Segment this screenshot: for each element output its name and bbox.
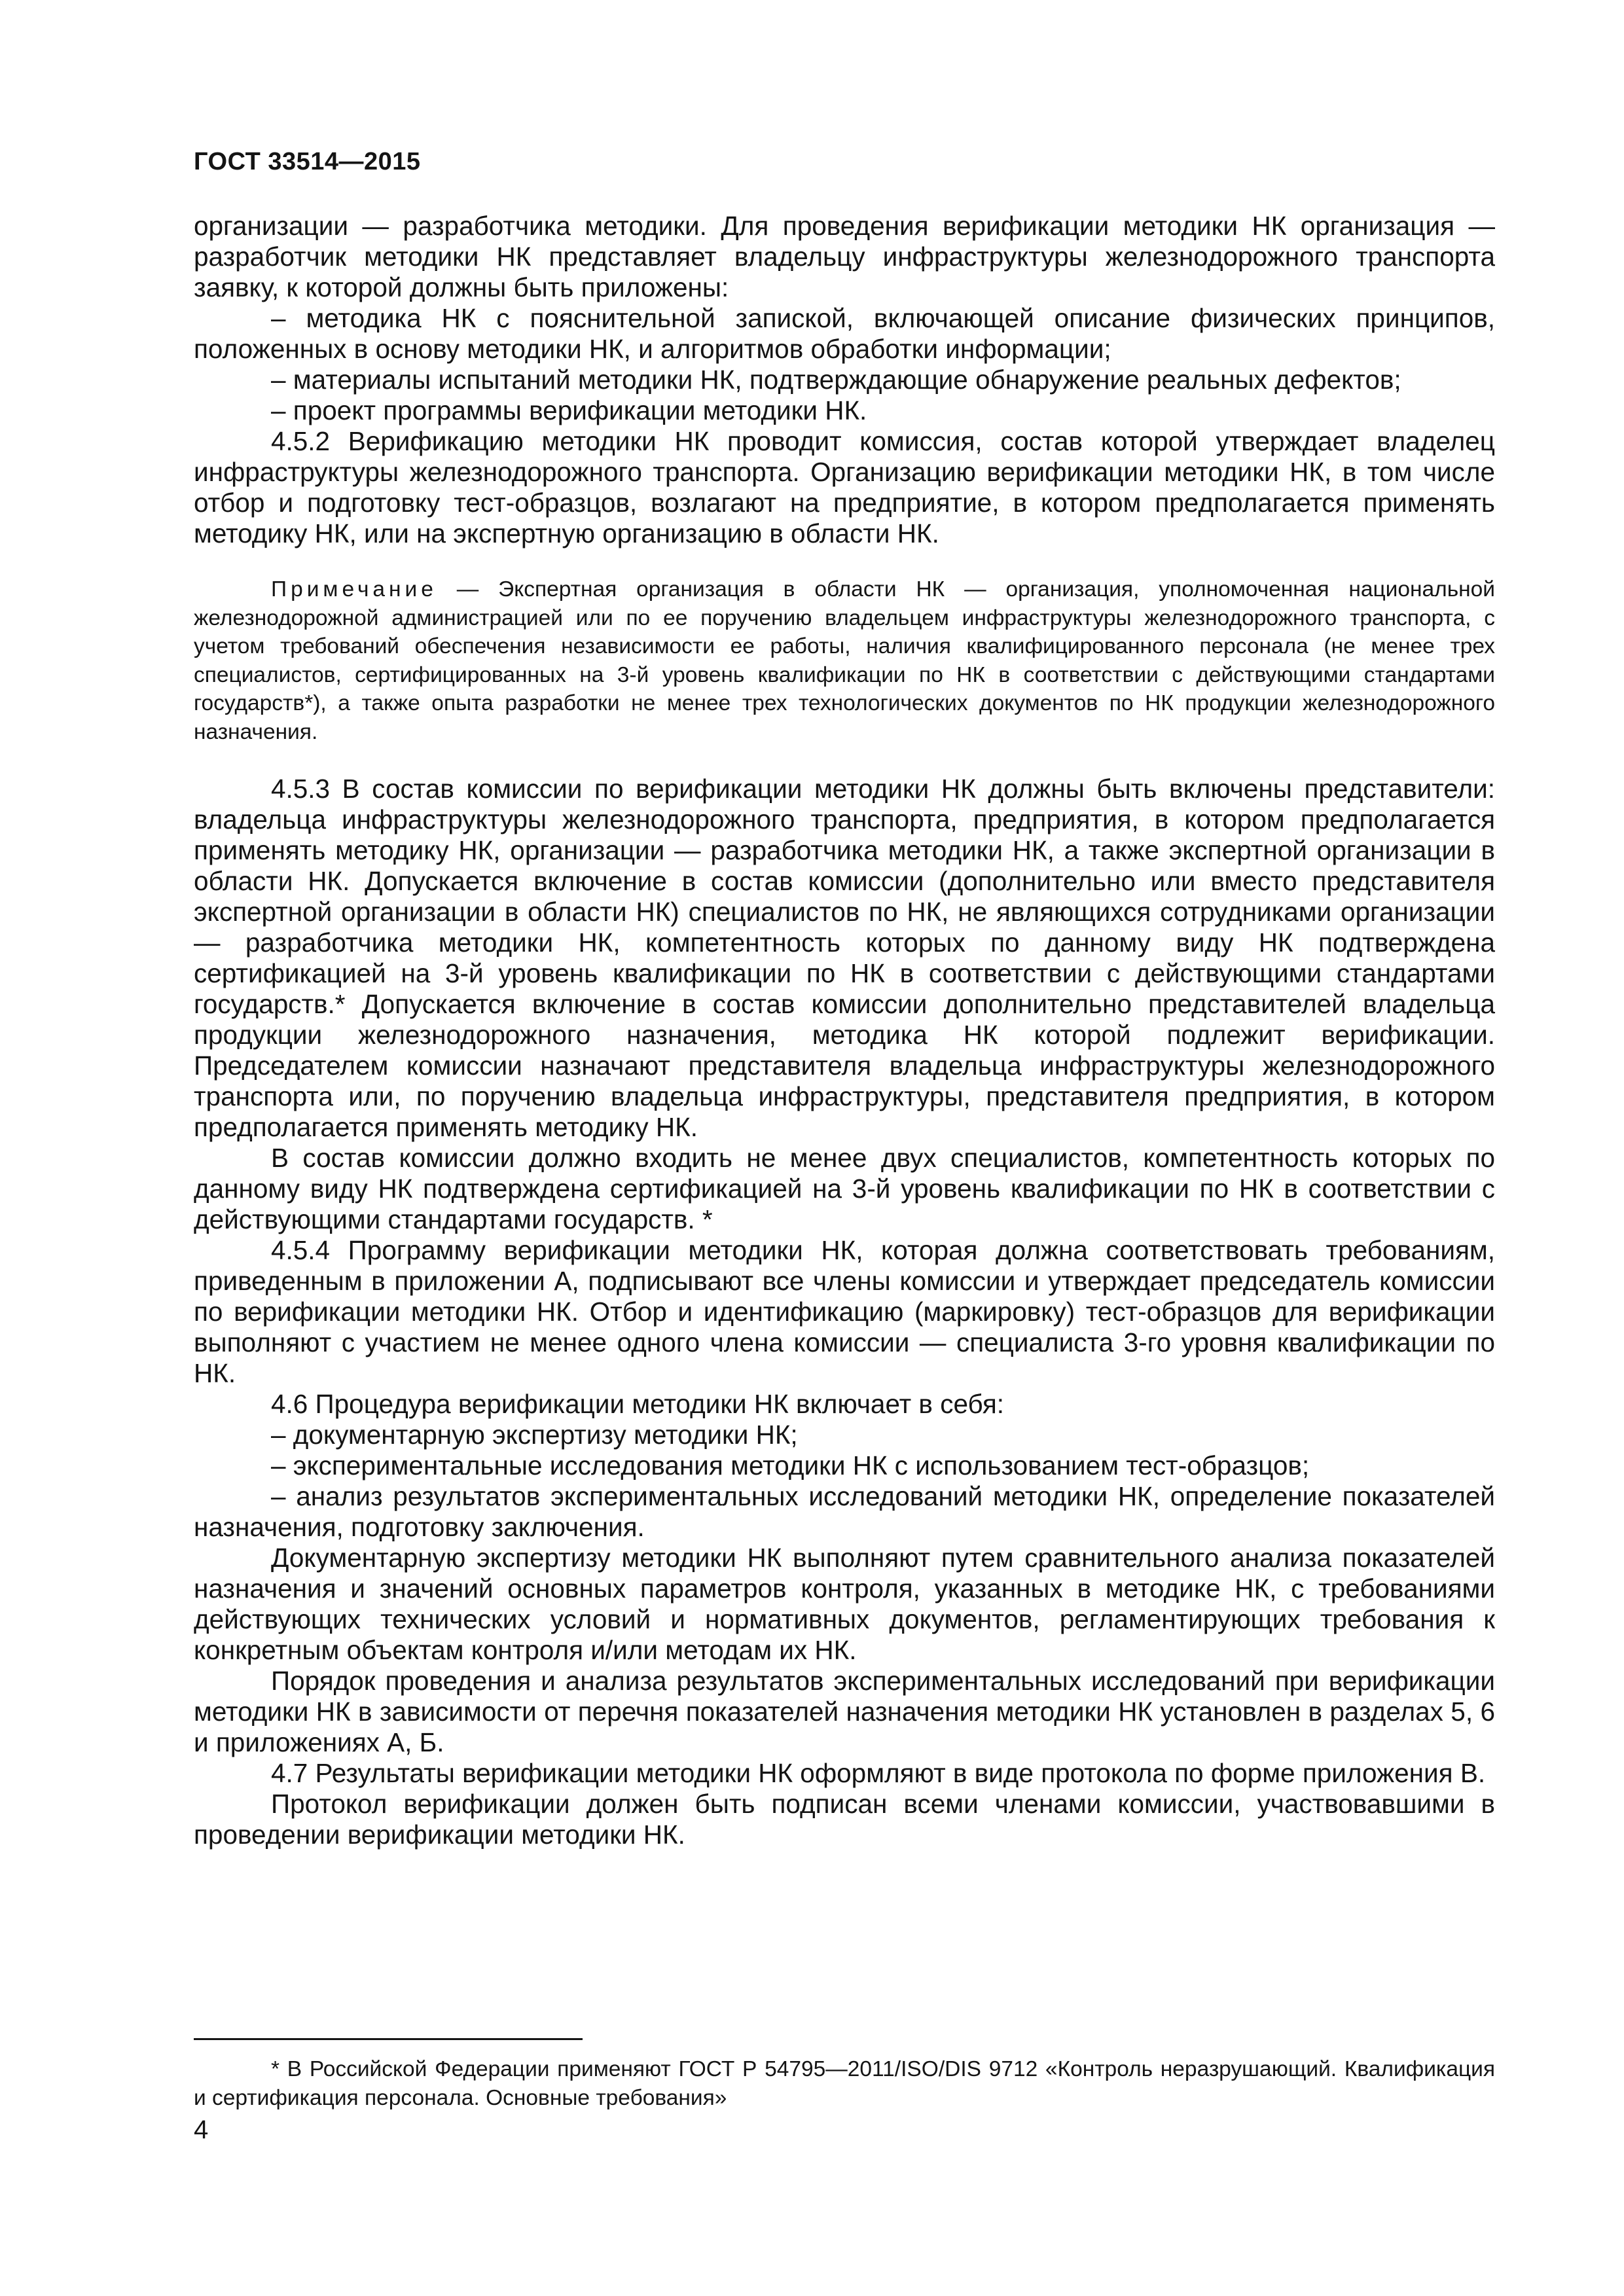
footnote-text: * В Российской Федерации применяют ГОСТ Р 54795—2011/ISO/DIS 9712 «Контроль неразрушающий. Квалификация и сертификация персонала. Основные требования» xyxy=(194,2057,1495,2110)
note-label: Примечание xyxy=(271,577,437,601)
clause-4-6: 4.6 Процедура верификации методики НК включает в себя: xyxy=(271,1389,1004,1419)
clause-4-5-2: 4.5.2 Верификацию методики НК проводит комиссия, состав которой утверждает владелец инфраструктуры железнодорожного транспорта. Организацию верификации методики НК, в том числе отбор и подготовку тест-образцов, возлагают на предприятие, в котором предполагается применять методику НК, или на экспертную организацию в области НК. xyxy=(194,426,1495,548)
note-text: — Экспертная организация в области НК — организация, уполномоченная национальной железнодорожной администрацией или по ее поручению владельцем инфраструктуры железнодорожного транспорта, с учетом требований обеспечения независимости ее работы, наличия квалифицированного персонала (не менее трех специалистов, сертифицированных на 3-й уровень квалификации по НК в соответствии с действующими стандартами государств*), а также опыта разработки не менее трех технологических документов по НК продукции железнодорожного назначения. xyxy=(194,577,1495,744)
list-item-documentary-expertise: – документарную экспертизу методики НК; xyxy=(271,1420,798,1450)
list-item-program-draft: – проект программы верификации методики НК. xyxy=(271,395,867,425)
paragraph-documentary-expertise: Документарную экспертизу методики НК выполняют путем сравнительного анализа показателей назначения и значений основных параметров контроля, указанных в методике НК, с требованиями действующих технических условий и нормативных документов, регламентирующих требования к конкретным объектам контроля и/или методам их НК. xyxy=(194,1543,1495,1665)
footnote-separator xyxy=(194,2038,583,2040)
page-header-standard-number: ГОСТ 33514—2015 xyxy=(194,148,421,175)
page-number: 4 xyxy=(194,2115,209,2144)
document-body xyxy=(194,211,1495,1850)
note-block xyxy=(194,575,1495,746)
footnote-block xyxy=(194,2055,1495,2113)
clause-4-5-3: 4.5.3 В состав комиссии по верификации методики НК должны быть включены представители: владельца инфраструктуры железнодорожного транспорта, предприятия, в котором предполагается применять методику НК, организации — разработчика методики НК, а также экспертной организации в области НК. Допускается включение в состав комиссии (дополнительно или вместо представителя экспертной организации в области НК) специалистов по НК, не являющихся сотрудниками организации — разработчика методики НК, компетентность которых по данному виду НК подтверждена сертификацией на 3-й уровень квалификации по НК в соответствии с действующими стандартами государств.* Допускается включение в состав комиссии дополнительно представителей владельца продукции железнодорожного назначения, методика НК которой подлежит верификации. Председателем комиссии назначают представителя владельца инфраструктуры железнодорожного транспорта или, по поручению владельца инфраструктуры, представителя предприятия, в котором предполагается применять методику НК. xyxy=(194,774,1495,1142)
list-item-methodology: – методика НК с пояснительной запиской, включающей описание физических принципов, положенных в основу методики НК, и алгоритмов обработки информации; xyxy=(194,303,1495,364)
list-item-test-materials: – материалы испытаний методики НК, подтверждающие обнаружение реальных дефектов; xyxy=(271,365,1401,395)
note-paragraph xyxy=(194,575,1495,746)
list-item-experimental-studies: – экспериментальные исследования методики НК с использованием тест-образцов; xyxy=(271,1450,1310,1480)
list-item-results-analysis: – анализ результатов экспериментальных исследований методики НК, определение показателей назначения, подготовку заключения. xyxy=(194,1481,1495,1542)
paragraph-continuation: организации — разработчика методики. Для проведения верификации методики НК организация — разработчик методики НК представляет владельцу инфраструктуры железнодорожного транспорта заявку, к которой должны быть приложены: xyxy=(194,211,1495,302)
paragraph-protocol-signature: Протокол верификации должен быть подписан всеми членами комиссии, участвовавшими в проведении верификации методики НК. xyxy=(194,1789,1495,1850)
clause-4-5-4: 4.5.4 Программу верификации методики НК, которая должна соответствовать требованиям, приведенным в приложении А, подписывают все члены комиссии и утверждает председатель комиссии по верификации методики НК. Отбор и идентификацию (маркировку) тест-образцов для верификации выполняют с участием не менее одного члена комиссии — специалиста 3-го уровня квалификации по НК. xyxy=(194,1235,1495,1388)
paragraph-commission-specialists: В состав комиссии должно входить не менее двух специалистов, компетентность которых по данному виду НК подтверждена сертификацией на 3-й уровень квалификации по НК в соответствии с действующими стандартами государств. * xyxy=(194,1143,1495,1234)
clause-4-7: 4.7 Результаты верификации методики НК оформляют в виде протокола по форме приложения В. xyxy=(271,1758,1486,1788)
paragraph-analysis-procedure: Порядок проведения и анализа результатов экспериментальных исследований при верификации методики НК в зависимости от перечня показателей назначения методики НК установлен в разделах 5, 6 и приложениях А, Б. xyxy=(194,1666,1495,1757)
